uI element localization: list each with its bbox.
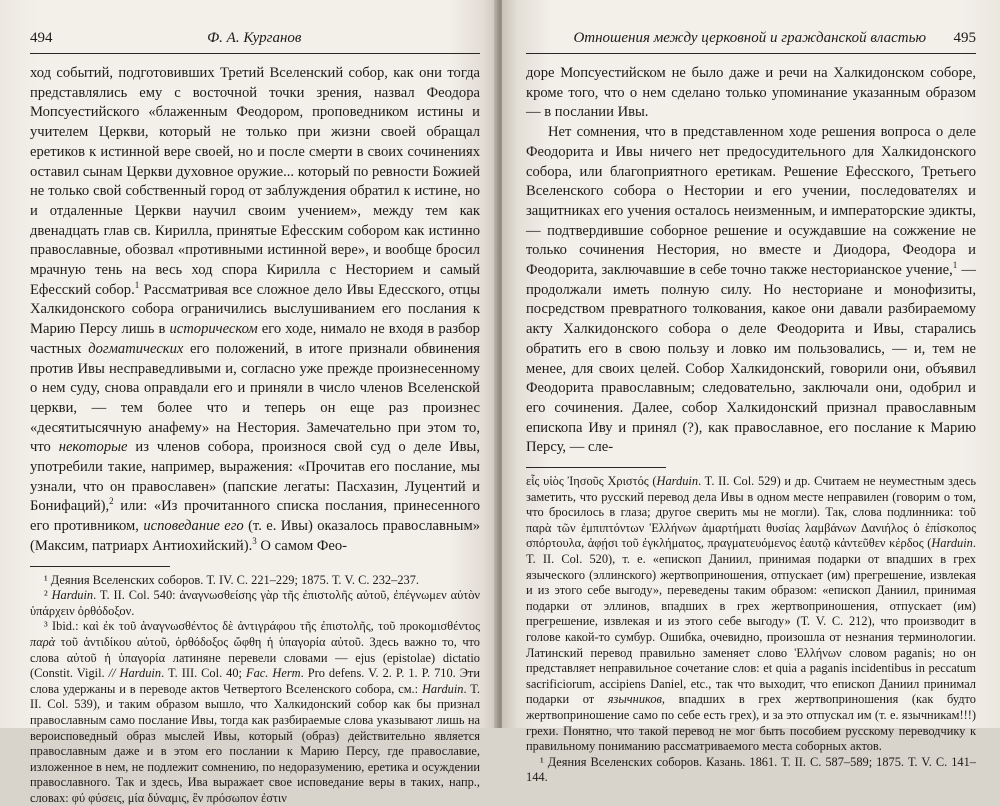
left-page-number: 494 xyxy=(30,30,53,46)
paragraph: Нет сомнения, что в представленном ходе решения вопроса о деле Феодорита и Ивы ничего нет предосудительного для Халкидонского собора, или благоприятного еретикам. Решение Ефесского, Третьего Вселенского собора о Нестории и его учении, последователях и защитниках его учения осталось неизменным, и императорские эдикты, — подтвердившие соборное решение и осуждавшие на сожжение не только сочинения Нестория, но вместе и Диодора, Феодора и Феодорита, заключавшие в себе точно также несторианское учение,$^1$ — продолжали иметь полную силу. Но несториане и монофизиты, посредством превратного толкования, какое они давали разбираемому акту Халкидонского собора о деле Феодорита и Ивы, старались обратить его в свою пользу и ловко им пользовались, — и, тем не менее, для своих целей. Собор Халкидонский, говорили они, объявил Феодорита православным; следовательно, заключали они, одобрил и его сочинения. Далее, собор Халкидонский признал православным епископа Иву и принял (?), как православное, его послание к Марию Персу, — сле- xyxy=(526,124,977,456)
footnote: ³ Ibid.: καὶ ἐκ τοῦ ἀναγνωσθέντος δὲ ἀντιγράφου τῆς ἐπιστολῆς, τοῦ προκομισθέντος παρὰ τοῦ ἀντιδίκου αὐτοῦ, ὀρθόδοξος ὤφθη ἡ ὑπαγορία αὐτοῦ. Здесь важно то, что слова αὐτοῦ ἡ ὑπαγορία латиняне перевели словами — ejus (epistolae) dictatio (Constit. Vigil. // Harduin. T. III. Col. 40; Fac. Herm. Pro defens. V. 2. Р. 1. Р. 710. Эти слова удержаны и в переводе актов Четвертого Вселенского собора, см.: Harduin. T. II. Col. 539), и таким образом вышло, что Халкидонский собор как бы признал православным само послание Ивы, тогда как разбираемые слова указывают лишь на вероисповедный образ мыслей Ивы, который (образ) действительно является православным даже и в этом его послании к Марию Персу, где православие, изложенное в нем, не подлежит сомнению, по недоразумению, еретика и осуждении православного. Так и здесь, Ива выражает свое исповедание веры в таких, напр., словах: φύ φύσεις, μία δύναμις, ἓν πρόσωπον ἐστιν xyxy=(30,619,480,805)
right-page-number: 495 xyxy=(953,30,976,46)
footnote: ² Harduin. T. II. Col. 540: ἀναγνωσθείσης γὰρ τῆς ἐπιστολῆς αὐτοῦ, ἐπέγνωμεν αὐτὸν ὑπάρχειν ὀρθόδοξον. xyxy=(30,588,480,618)
paragraph: ход событий, подготовивших Третий Вселенский собор, как они тогда представлялись ему с восточной точки зрения, назвал Феодора Мопсуестийского «блаженным Феодором, проповедником истины и учителем Церкви, который не только при жизни своей обращал еретиков к истинной вере своей, но и после смерти в своих сочинениях оставил сынам Церкви духовное оружие... который по ревности Божией не только свой собственный город от заблуждения обратил к истине, но и отдаленные Церкви научил своим учением», между тем как двенадцать глав св. Кирилла, принятые Ефесским собором как истинно православные, обозвал «противными истинной вере», и вообще бросил мрачную тень на весь ход спора Кирилла с Несторием и самый Ефесский собор.$^1$ Рассматривая все сложное дело Ивы Едесского, отцы Халкидонского собора ограничились выслушиванием его послания к Марию Персу лишь в историческом его ходе, нимало не входя в разбор частных догматических его положений, в итоге признали обвинения против Ивы несправедливыми и, согласно уже прежде произнесенному о нем суду, снова оправдали его и приняли в число членов Вселенской церкви, — тем более что и теперь он еще раз произнес «десятитысячную анафему» на Нестория. Замечательно при этом то, что некоторые из членов собора, произнося свой суд о деле Ивы, употребили такие, например, выражения: «Прочитав его послание, мы узнали, что он православен» (папские легаты: Пасхазин, Луцентий и Бонифаций),$^2$ или: «Из прочитанного списка послания, принесенного его противником, исповедание его (т. е. Ивы) оказалось православным» (Максим, патриарх Антиохийский).$^3$ О самом Фео- xyxy=(30,65,480,554)
right-body-text xyxy=(526,64,976,458)
footnote-rule xyxy=(30,566,170,567)
footnote-continuation: εἷς υἱὸς Ἰησοῦς Χριστός (Harduin. T. II. Col. 529) и др. Считаем не неуместным здесь заметить, что русский перевод дела Ивы в одном месте неправилен (говорим о том, что бросилось в глаза; другое сверить мы не могли). Так, слова подлинника: τοῦ παρὰ τῶν ἐμπιπτόντων Ἑλλήνων ἁμαρτήματι θυσίας λαμβάνων Δανιήλος ὁ ἐπίσκοπος σπόρτουλα, ἀφῄσι τοῦ ἐγκλήματος, πραγματευόμενος ἑαυτῷ κἀντεῦθεν κέρδος (Harduin. T. II. Col. 520), т. е. «епископ Даниил, принимая подарки от впадших в грех языческого (эллинского) жертвоприношения, отпускает (им) прегрешение, извлекая и из этого себе выгоду», переведены таким образом: «епископ Даниил, принимая подарки от эллинов, впадших в грех жертвоприношения, отпускает (им) прегрешение, извлекая и из этого себе выгоду» (Т. V. С. 212), что производит в голове какой-то сумбур. Ошибка, очевидно, произошла от незнания терминологии. Латинский перевод правильно заменяет слово Ἑλλήνων словом paganis; но он представляет неправильное сочетание слов: et quia a paganis incidentibus in peccatum sacrificiorum, accipiens Daniel, etc., так что выходит, что епископ Даниил принимал подарки от язычников, впадших в грех жертвоприношения (как будто жертвоприношение само по себе есть грех), и за это отпускал им (т. е. язычникам!!!) грехи. Понятно, что такой перевод не мог быть пособием русскому переводчику к правильному пониманию рассматриваемого места соборных актов. xyxy=(526,474,977,754)
right-running-title: Отношения между церковной и гражданской властью xyxy=(573,30,927,46)
left-body-text xyxy=(30,64,480,557)
right-footnotes xyxy=(526,474,976,786)
right-page xyxy=(502,0,1000,785)
left-running-title: Ф. А. Курганов xyxy=(207,30,302,46)
left-running-head xyxy=(30,30,480,54)
footnote-rule xyxy=(526,467,666,468)
footnote: ¹ Деяния Вселенских соборов. Казань. 1861. Т. II. С. 587–589; 1875. Т. V. С. 141–144. xyxy=(526,754,976,785)
left-footnotes xyxy=(30,573,480,806)
footnote: ¹ Деяния Вселенских соборов. Т. IV. С. 221–229; 1875. Т. V. С. 232–237. xyxy=(44,572,420,587)
left-page xyxy=(0,0,498,805)
paragraph: доре Мопсуестийском не было даже и речи на Халкидонском соборе, кроме того, что о нем сделано только упоминание указанным образом — в послании Ивы. xyxy=(526,65,976,121)
right-running-head xyxy=(526,30,976,54)
